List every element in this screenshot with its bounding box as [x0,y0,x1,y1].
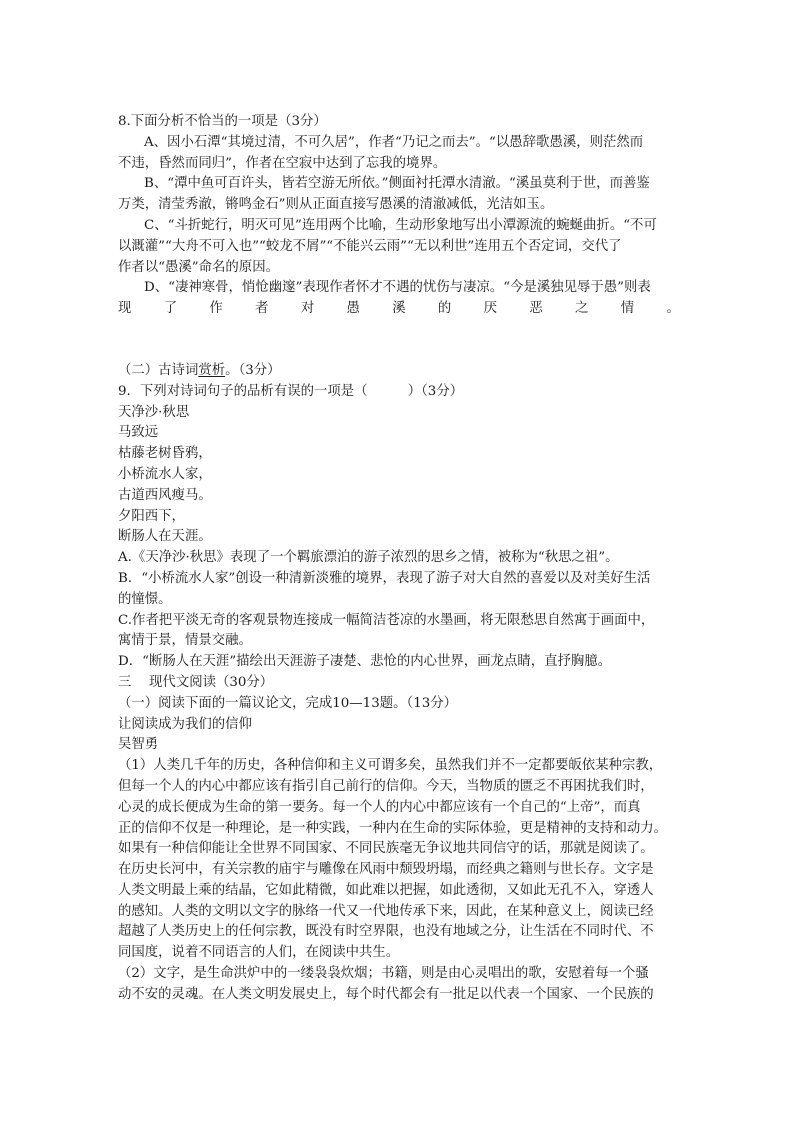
exam-page [118,112,680,1006]
char: 现 [118,301,132,317]
section2-heading [118,361,680,382]
poem-line: 小桥流水人家， [118,466,212,482]
q8-option-d-line1: D、“凄神寒骨，悄怆幽邃”表现作者怀才不遇的忧伤与凄凉。“今是溪独见辱于愚”则表 [144,280,651,296]
char: 作 [209,301,223,317]
article-author: 吴智勇 [118,737,159,753]
char: 了 [163,301,178,317]
poem-line: 枯藤老树昏鸦， [118,446,212,462]
poem-author: 马致远 [118,425,159,441]
q9-option-b-line1: B．“小桥流水人家”创设一种清新淡雅的境界，表现了游子对大自然的喜爱以及对美好生活 [118,570,651,586]
section2-heading-text: （二）古诗词 [118,362,199,378]
paragraph-1-line: 超越了人类历史上的任何宗教，既没有时空界限，也没有地域之分，让生活在不同时代、不 [118,924,654,940]
paragraph-1-line: （1）人类几千年的历史，各种信仰和主义可谓多矣，虽然我们并不一定都要皈依某种宗教， [118,758,663,774]
paragraph-1-line: 的感知。人类的文明以文字的脉络一代又一代地传承下来，因此，在某种意义上，阅读已经 [118,903,654,919]
section2-heading-underlined: 赏析 [198,362,226,378]
q9-option-c-line1: C.作者把平淡无奇的客观景物连接成一幅简洁苍凉的水墨画，将无限愁思自然寓于画面中， [118,612,655,628]
q8-option-a-line1: A、因小石潭“其境过清，不可久居”，作者“乃记之而去”。“以愚辞歌愚溪，则茫然而 [144,134,644,150]
char: 者 [255,301,269,317]
q9-stem: 9．下列对诗词句子的品析有误的一项是（ ）（3分） [118,383,464,399]
poem-line: 断肠人在天涯。 [118,529,212,545]
q8-option-a-line2: 不违，昏然而同归”，作者在空寂中达到了忘我的境界。 [118,155,447,171]
q8-option-c-line2: 以溉灌”“大舟不可入也”“蛟龙不屑”“不能兴云雨”“无以利世”连用五个否定词，交代了 [118,238,622,254]
section3-heading: 三 现代文阅读（30分） [118,674,274,690]
char: 溪 [392,301,406,317]
article-title: 让阅读成为我们的信仰 [118,716,252,732]
char: 愚 [346,301,360,317]
paragraph-2-line: 动不安的灵魂。在人类文明发展史上，每个时代都会有一批足以代表一个国家、一个民族的 [118,986,654,1002]
q9-option-a: A.《天净沙·秋思》表现了一个羁旅漂泊的游子浓烈的思乡之情，被称为“秋思之祖”。 [118,550,619,566]
char: 之 [575,301,589,317]
poem-title: 天净沙·秋思 [118,404,190,420]
char: 情 [620,301,635,317]
paragraph-1-line: 心灵的成长便成为生命的第一要务。每一个人的内心中都应该有一个自己的“上帝”，而真 [118,799,641,815]
q9-option-b-line2: 的憧憬。 [118,591,172,607]
char: 的 [437,301,452,317]
q8-option-b-line2: 万类，清莹秀澈，锵鸣金石”则从正面直接写愚溪的清澈减低，光洁如玉。 [118,197,554,213]
char: 恶 [529,301,543,317]
poem-line: 夕阳西下， [118,508,185,524]
paragraph-1-line: 如果有一种信仰能让全世界不同国家、不同民族毫无争议地共同信守的话，那就是阅读了。 [118,841,654,857]
paragraph-1-line: 正的信仰不仅是一种理论，是一种实践，一种内在生命的实际体验，更是精神的支持和动力。 [118,820,668,836]
q8-option-b-line1: B、“潭中鱼可百许头，皆若空游无所依。”侧面衬托潭水清澈。“溪虽莫利于世，而善鉴 [144,176,650,192]
paragraph-1-line: 但每一个人的内心中都应该有指引自己前行的信仰。今天，当物质的匮乏不再困扰我们时， [118,778,654,794]
q8-option-d-line2 [118,299,680,320]
paragraph-1-line: 同国度，说着不同语言的人们，在阅读中共生。 [118,945,400,961]
q8-stem: 8.下面分析不恰当的一项是（3分） [118,114,327,129]
poem-line: 古道西风瘦马。 [118,487,212,503]
paragraph-1-line: 人类文明最上乘的结晶，它如此精微，如此难以把握，如此透彻，又如此无孔不入，穿透人 [118,882,654,898]
q8-option-c-line1: C、“斗折蛇行，明灭可见”连用两个比喻，生动形象地写出小潭源流的蜿蜒曲折。“不可 [144,217,657,233]
paragraph-1-line: 在历史长河中，有关宗教的庙宇与雕像在风雨中颓毁坍塌，而经典之籍则与世长存。文字是 [118,862,654,878]
char: 对 [300,301,315,317]
q8-option-c-line3: 作者以“愚溪”命名的原因。 [118,259,279,275]
paragraph-2-line: （2）文字，是生命洪炉中的一缕袅袅炊烟；书籍，则是由心灵唱出的歌，安慰着每一个骚 [118,966,649,982]
q9-option-c-line2: 寓情于景，情景交融。 [118,633,252,649]
section2-heading-score: 。（3分） [225,362,281,378]
q9-option-d: D．“断肠人在天涯”描绘出天涯游子凄楚、悲怆的内心世界，画龙点睛，直抒胸臆。 [118,654,612,670]
char: 厌 [483,301,498,317]
section3-subheading: （一）阅读下面的一篇议论文，完成10—13题。（13分） [118,695,458,711]
spacer [118,320,680,361]
char: 。 [666,301,680,317]
